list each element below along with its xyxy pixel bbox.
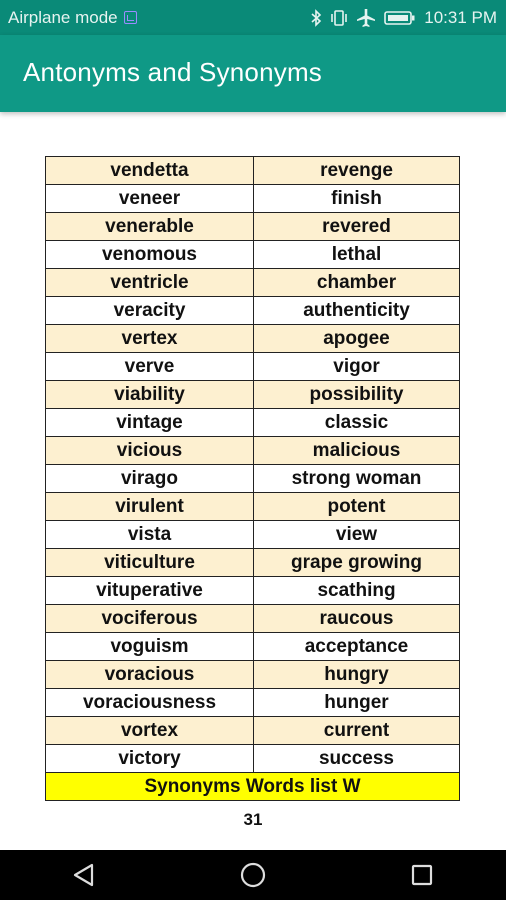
synonym-cell: lethal <box>254 241 460 269</box>
synonym-cell: revered <box>254 213 460 241</box>
bluetooth-icon <box>310 9 322 27</box>
table-row <box>46 605 460 633</box>
synonym-cell: scathing <box>254 577 460 605</box>
table-row <box>46 241 460 269</box>
status-right <box>310 8 506 28</box>
word-cell: venomous <box>46 241 254 269</box>
word-cell: vortex <box>46 717 254 745</box>
word-cell: voracious <box>46 661 254 689</box>
app-title: Antonyms and Synonyms <box>23 57 323 87</box>
word-cell: vicious <box>46 437 254 465</box>
word-cell: vociferous <box>46 605 254 633</box>
synonym-cell: success <box>254 745 460 773</box>
word-cell: voraciousness <box>46 689 254 717</box>
synonym-cell: finish <box>254 185 460 213</box>
image-notification-icon <box>124 11 137 24</box>
word-cell: vintage <box>46 409 254 437</box>
battery-icon <box>384 10 416 26</box>
synonyms-table <box>45 156 460 801</box>
airplane-icon <box>356 8 376 28</box>
table-row <box>46 297 460 325</box>
table-row <box>46 437 460 465</box>
table-row <box>46 689 460 717</box>
table-row <box>46 549 460 577</box>
word-cell: veracity <box>46 297 254 325</box>
synonym-cell: vigor <box>254 353 460 381</box>
synonym-cell: potent <box>254 493 460 521</box>
word-cell: viticulture <box>46 549 254 577</box>
table-row <box>46 269 460 297</box>
synonym-cell: current <box>254 717 460 745</box>
table-row <box>46 157 460 185</box>
list-title-cell: Synonyms Words list W <box>46 773 460 801</box>
synonym-cell: raucous <box>254 605 460 633</box>
word-list-page[interactable] <box>0 112 506 850</box>
table-row <box>46 717 460 745</box>
table-row <box>46 213 460 241</box>
word-cell: verve <box>46 353 254 381</box>
back-icon <box>70 861 98 889</box>
word-cell: virago <box>46 465 254 493</box>
table-row <box>46 465 460 493</box>
table-row <box>46 381 460 409</box>
table-row <box>46 633 460 661</box>
recents-button[interactable] <box>392 855 452 895</box>
synonym-cell: authenticity <box>254 297 460 325</box>
synonym-cell: hungry <box>254 661 460 689</box>
table-row <box>46 521 460 549</box>
synonym-cell: apogee <box>254 325 460 353</box>
table-row <box>46 325 460 353</box>
word-cell: victory <box>46 745 254 773</box>
status-bar <box>0 0 506 35</box>
home-button[interactable] <box>223 855 283 895</box>
table-row <box>46 745 460 773</box>
home-icon <box>239 861 267 889</box>
synonym-cell: classic <box>254 409 460 437</box>
table-row <box>46 661 460 689</box>
word-cell: vista <box>46 521 254 549</box>
page-number: 31 <box>243 810 263 829</box>
table-row <box>46 353 460 381</box>
synonym-cell: acceptance <box>254 633 460 661</box>
word-cell: vertex <box>46 325 254 353</box>
vibrate-icon <box>330 9 348 27</box>
word-cell: viability <box>46 381 254 409</box>
table-footer-row <box>46 773 460 801</box>
word-cell: vituperative <box>46 577 254 605</box>
word-cell: venerable <box>46 213 254 241</box>
word-cell: virulent <box>46 493 254 521</box>
recents-icon <box>408 861 436 889</box>
clock: 10:31 PM <box>424 7 497 27</box>
word-cell: vendetta <box>46 157 254 185</box>
synonym-cell: strong woman <box>254 465 460 493</box>
airplane-mode-label: Airplane mode <box>8 7 118 27</box>
synonym-cell: possibility <box>254 381 460 409</box>
synonym-cell: chamber <box>254 269 460 297</box>
synonym-cell: grape growing <box>254 549 460 577</box>
back-button[interactable] <box>54 855 114 895</box>
synonym-cell: hunger <box>254 689 460 717</box>
word-cell: veneer <box>46 185 254 213</box>
table-row <box>46 493 460 521</box>
app-bar <box>0 35 506 112</box>
word-cell: ventricle <box>46 269 254 297</box>
table-row <box>46 185 460 213</box>
navigation-bar <box>0 850 506 900</box>
status-left <box>0 8 137 28</box>
synonym-cell: malicious <box>254 437 460 465</box>
table-row <box>46 577 460 605</box>
synonym-cell: revenge <box>254 157 460 185</box>
table-row <box>46 409 460 437</box>
synonym-cell: view <box>254 521 460 549</box>
word-cell: voguism <box>46 633 254 661</box>
